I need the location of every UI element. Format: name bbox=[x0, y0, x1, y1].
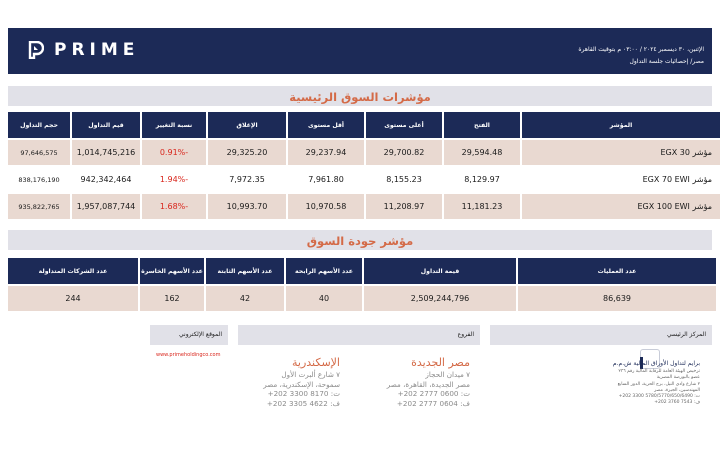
index-low: 10,970.58 bbox=[288, 194, 364, 219]
col-low: أقل مستوى bbox=[288, 112, 364, 138]
index-high: 29,700.82 bbox=[366, 140, 442, 165]
prime-logo bbox=[28, 40, 139, 60]
branch-heliopolis-address: ٧ ميدان الحجاز مصر الجديدة، القاهرة، مصر ت: 0600 2777 202+ ف: 0604 2777 202+ bbox=[386, 370, 470, 408]
table-row bbox=[8, 167, 720, 192]
col-close: الإغلاق bbox=[208, 112, 286, 138]
website-link[interactable]: www.primeholdingco.com bbox=[156, 352, 221, 358]
col-unchanged: عدد الأسهم الثابتة bbox=[206, 258, 284, 284]
transactions-value: 86,639 bbox=[518, 286, 716, 311]
report-date: الإثنين، ٣٠ ديسمبر ٢٠٢٤ / ٠٣:٠٠ م بتوقيت القاهرة bbox=[578, 46, 704, 53]
col-value: قيم التداول bbox=[72, 112, 140, 138]
col-volume: حجم التداول bbox=[8, 112, 70, 138]
col-gainers: عدد الأسهم الرابحة bbox=[286, 258, 362, 284]
col-trading-value: قيمة التداول bbox=[364, 258, 516, 284]
market-indices-table bbox=[6, 110, 722, 221]
losers-value: 162 bbox=[140, 286, 204, 311]
market-quality-section-title: مؤشر جودة السوق bbox=[8, 230, 712, 250]
table-header-row bbox=[8, 258, 716, 284]
prime-logo-mark-icon bbox=[28, 41, 44, 59]
market-quality-table bbox=[6, 256, 718, 313]
table-row bbox=[8, 286, 716, 311]
gainers-value: 40 bbox=[286, 286, 362, 311]
index-low: 29,237.94 bbox=[288, 140, 364, 165]
index-change: -1.94% bbox=[142, 167, 206, 192]
report-header bbox=[8, 28, 712, 74]
market-indices-section-title: مؤشرات السوق الرئيسية bbox=[8, 86, 712, 106]
index-volume: 838,176,190 bbox=[8, 167, 70, 192]
hq-label: المركز الرئيسي bbox=[490, 325, 712, 345]
report-subtitle: مصر/ إحصائيات جلسة التداول bbox=[629, 58, 704, 65]
index-volume: 935,822,765 bbox=[8, 194, 70, 219]
hq-address: ترخيص الهيئة العامة للرقابة المالية رقم ٢٣٦ عضو بالبورصة المصرية ٢ شارع وادي النيل، برج الحرية، الدور السابع المهندسين، الجيزة، مصر ت: 5780/5770/650/6490 3300 202+ ف: 7543 3760 202+ bbox=[617, 369, 700, 406]
col-transactions: عدد العمليات bbox=[518, 258, 716, 284]
col-change: نسبة التغيير bbox=[142, 112, 206, 138]
index-value: 1,957,087,744 bbox=[72, 194, 140, 219]
branch-heliopolis-name: مصر الجديدة bbox=[411, 356, 470, 369]
index-close: 7,972.35 bbox=[208, 167, 286, 192]
unchanged-value: 42 bbox=[206, 286, 284, 311]
col-high: أعلى مستوى bbox=[366, 112, 442, 138]
index-close: 10,993.70 bbox=[208, 194, 286, 219]
index-high: 8,155.23 bbox=[366, 167, 442, 192]
index-value: 942,342,464 bbox=[72, 167, 140, 192]
index-name: مؤشر EGX 70 EWI bbox=[522, 167, 720, 192]
table-header-row bbox=[8, 112, 720, 138]
index-close: 29,325.20 bbox=[208, 140, 286, 165]
trading-value: 2,509,244,796 bbox=[364, 286, 516, 311]
index-volume: 97,646,575 bbox=[8, 140, 70, 165]
index-open: 8,129.97 bbox=[444, 167, 520, 192]
table-row bbox=[8, 140, 720, 165]
col-open: الفتح bbox=[444, 112, 520, 138]
index-value: 1,014,745,216 bbox=[72, 140, 140, 165]
col-traded-companies: عدد الشركات المتداولة bbox=[8, 258, 138, 284]
branch-alexandria-address: ٧ شارع ألبرت الأول سموحة، الإسكندرية، مصر ت: 8170 3300 202+ ف: 4622 3305 202+ bbox=[263, 370, 340, 408]
index-open: 29,594.48 bbox=[444, 140, 520, 165]
brand-name: PRIME bbox=[54, 40, 140, 60]
col-index: المؤشر bbox=[522, 112, 720, 138]
branch-alexandria-name: الإسكندرية bbox=[292, 356, 340, 369]
index-change: -1.68% bbox=[142, 194, 206, 219]
traded-companies-value: 244 bbox=[8, 286, 138, 311]
index-open: 11,181.23 bbox=[444, 194, 520, 219]
branches-label: الفروع bbox=[238, 325, 480, 345]
index-low: 7,961.80 bbox=[288, 167, 364, 192]
index-high: 11,208.97 bbox=[366, 194, 442, 219]
col-losers: عدد الأسهم الخاسرة bbox=[140, 258, 204, 284]
hq-company-name: برايم لتداول الأوراق المالية ش.م.م bbox=[612, 360, 700, 367]
index-name: مؤشر EGX 30 bbox=[522, 140, 720, 165]
index-change: -0.91% bbox=[142, 140, 206, 165]
table-row bbox=[8, 194, 720, 219]
website-label: الموقع الإلكتروني bbox=[150, 325, 228, 345]
index-name: مؤشر EGX 100 EWI bbox=[522, 194, 720, 219]
